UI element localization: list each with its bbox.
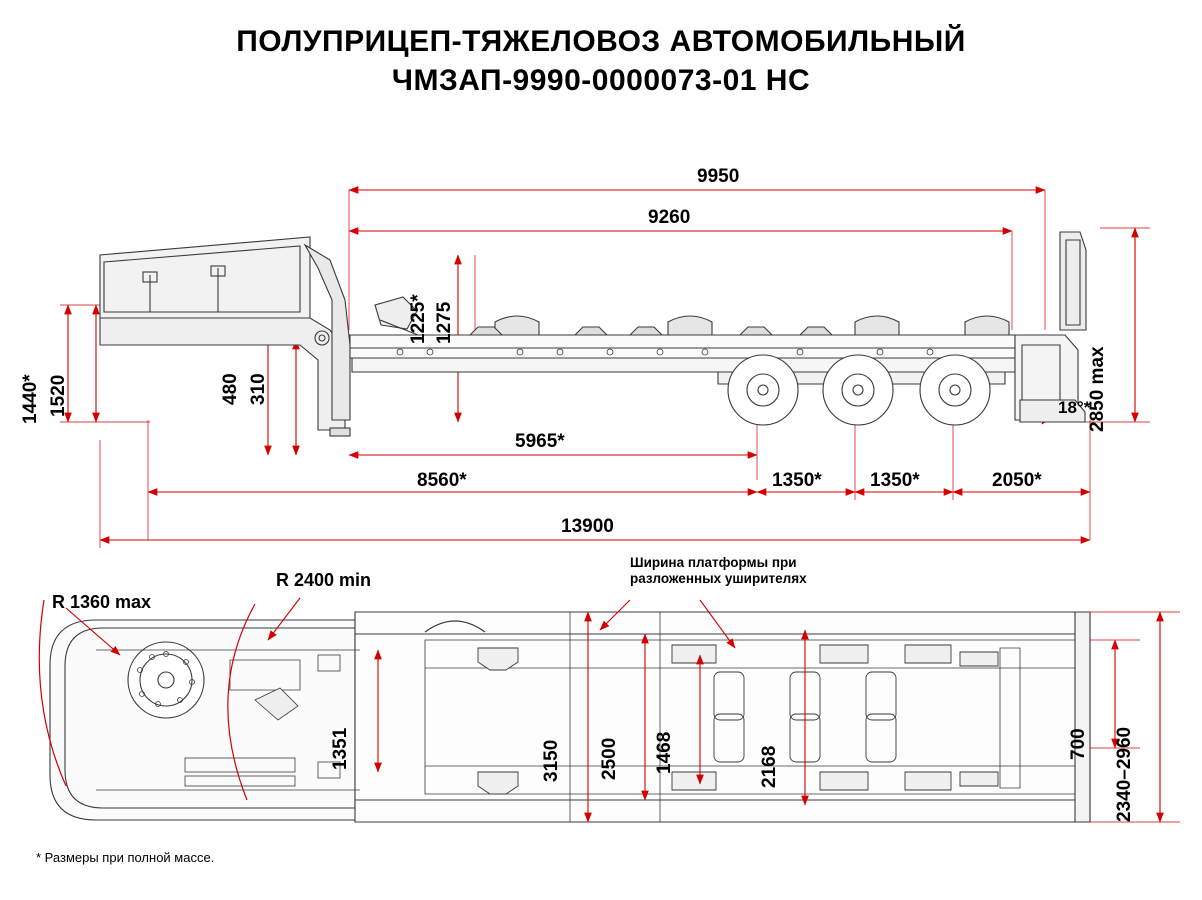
dim-8560: 8560*	[417, 470, 467, 491]
dim-1468: 1468	[654, 731, 675, 774]
platform-width-note-line2: разложенных уширителях	[630, 571, 807, 586]
dim-angle-18: 18°*	[1058, 398, 1091, 417]
dim-9950: 9950	[697, 166, 740, 187]
callout-r2400: R 2400 min	[276, 570, 372, 590]
platform-width-note	[630, 555, 807, 587]
title-line-1: ПОЛУПРИЦЕП-ТЯЖЕЛОВОЗ АВТОМОБИЛЬНЫЙ	[236, 25, 966, 58]
platform-width-note-line1: Ширина платформы при	[630, 555, 797, 570]
title-line-2: ЧМЗАП-9990-0000073-01 НС	[391, 64, 811, 97]
dim-1351: 1351	[330, 727, 351, 770]
dim-1275: 1275	[434, 301, 455, 344]
dim-rear-2050: 2050*	[992, 470, 1042, 491]
dim-2500: 2500	[599, 737, 620, 780]
dim-5965: 5965*	[515, 431, 565, 452]
footnote: * Размеры при полной массе.	[36, 850, 215, 865]
dim-700: 700	[1068, 728, 1089, 760]
dim-axle-1350-a: 1350*	[772, 470, 822, 491]
top-view-outline	[50, 612, 1090, 822]
dim-1520: 1520	[48, 374, 69, 417]
callout-r1360: R 1360 max	[52, 592, 152, 612]
dim-3150: 3150	[541, 739, 562, 782]
dim-1225: 1225*	[408, 294, 429, 344]
dim-13900: 13900	[561, 516, 614, 537]
dim-1440: 1440*	[20, 374, 41, 424]
dim-axle-1350-b: 1350*	[870, 470, 920, 491]
dim-2850-max: 2850 max	[1087, 346, 1108, 432]
dim-9260: 9260	[648, 207, 691, 228]
dim-310: 310	[248, 373, 269, 405]
dim-480: 480	[220, 373, 241, 405]
dim-2168: 2168	[759, 745, 780, 788]
dim-2340-2960: 2340–2960	[1114, 726, 1135, 822]
side-view-outline	[100, 232, 1086, 436]
